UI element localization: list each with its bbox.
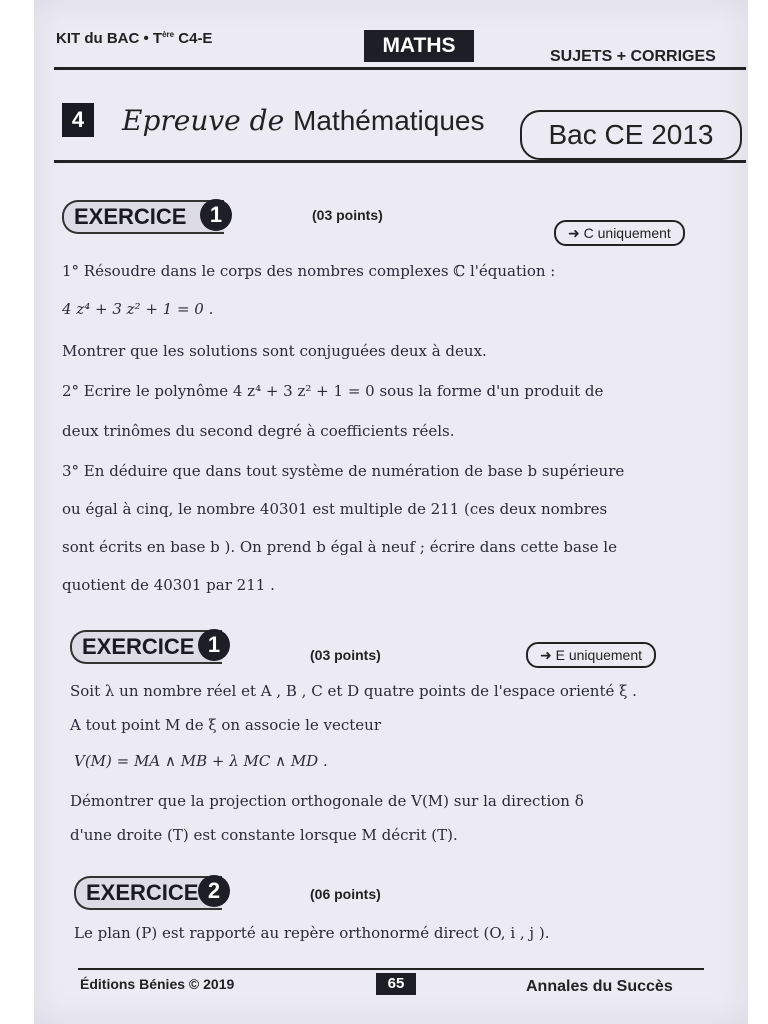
exercise-2-scope: ➜ E uniquement bbox=[526, 642, 656, 668]
bac-badge: Bac CE 2013 bbox=[520, 110, 742, 160]
exercise-1-number: 1 bbox=[200, 199, 232, 231]
exercise-2-points: (03 points) bbox=[310, 647, 381, 663]
page-title: Epreuve de Mathématiques bbox=[122, 104, 485, 137]
ex2-vector-equation: V(M) = MA ∧ MB + λ MC ∧ MD . bbox=[74, 752, 328, 770]
ex1-line-4: 2° Ecrire le polynôme 4 z⁴ + 3 z² + 1 = 0 sous la forme d'un produit de bbox=[62, 382, 604, 400]
ex1-line-3: Montrer que les solutions sont conjuguées deux à deux. bbox=[62, 342, 487, 360]
ex2-line-4: Démontrer que la projection orthogonale de V(M) sur la direction δ bbox=[70, 792, 584, 810]
exercise-1-points: (03 points) bbox=[312, 207, 383, 223]
exercise-1-label: EXERCICE bbox=[62, 200, 224, 234]
ex1-line-9: quotient de 40301 par 211 . bbox=[62, 576, 275, 594]
ex3-line-1: Le plan (P) est rapporté au repère orthonormé direct (O, i , j ). bbox=[74, 924, 550, 942]
exercise-3-label: EXERCICE bbox=[74, 876, 222, 910]
ex2-line-5: d'une droite (T) est constante lorsque M décrit (T). bbox=[70, 826, 458, 844]
ex1-line-7: ou égal à cinq, le nombre 40301 est multiple de 211 (ces deux nombres bbox=[62, 500, 608, 518]
ex1-line-5: deux trinômes du second degré à coefficients réels. bbox=[62, 422, 455, 440]
ex1-line-1: 1° Résoudre dans le corps des nombres complexes ℂ l'équation : bbox=[62, 262, 556, 280]
header-right: SUJETS + CORRIGES bbox=[550, 48, 716, 65]
footer-rule bbox=[78, 968, 704, 970]
footer-publisher: Éditions Bénies © 2019 bbox=[80, 976, 235, 992]
exercise-2-number: 1 bbox=[198, 629, 230, 661]
ex2-line-2: A tout point M de ξ on associe le vecteur bbox=[70, 716, 382, 734]
ex1-equation: 4 z⁴ + 3 z² + 1 = 0 . bbox=[62, 300, 214, 318]
title-rule bbox=[54, 160, 746, 163]
exercise-2-label: EXERCICE bbox=[70, 630, 222, 664]
header-kit: KIT du BAC • $T^{ère}$ C4-E bbox=[56, 30, 213, 47]
header-rule bbox=[54, 67, 746, 70]
ex1-line-6: 3° En déduire que dans tout système de numération de base b supérieure bbox=[62, 462, 625, 480]
exercise-3-points: (06 points) bbox=[310, 886, 381, 902]
page-number: 65 bbox=[376, 973, 416, 995]
ex1-line-8: sont écrits en base b ). On prend b égal à neuf ; écrire dans cette base le bbox=[62, 538, 617, 556]
exercise-3-number: 2 bbox=[198, 875, 230, 907]
ex2-line-1: Soit λ un nombre réel et A , B , C et D quatre points de l'espace orienté ξ . bbox=[70, 682, 637, 700]
exercise-1-scope: ➜ C uniquement bbox=[554, 220, 685, 246]
exam-number: 4 bbox=[62, 103, 94, 137]
document-page bbox=[34, 0, 748, 1024]
footer-series: Annales du Succès bbox=[526, 978, 673, 995]
header-subject: MATHS bbox=[364, 30, 474, 62]
